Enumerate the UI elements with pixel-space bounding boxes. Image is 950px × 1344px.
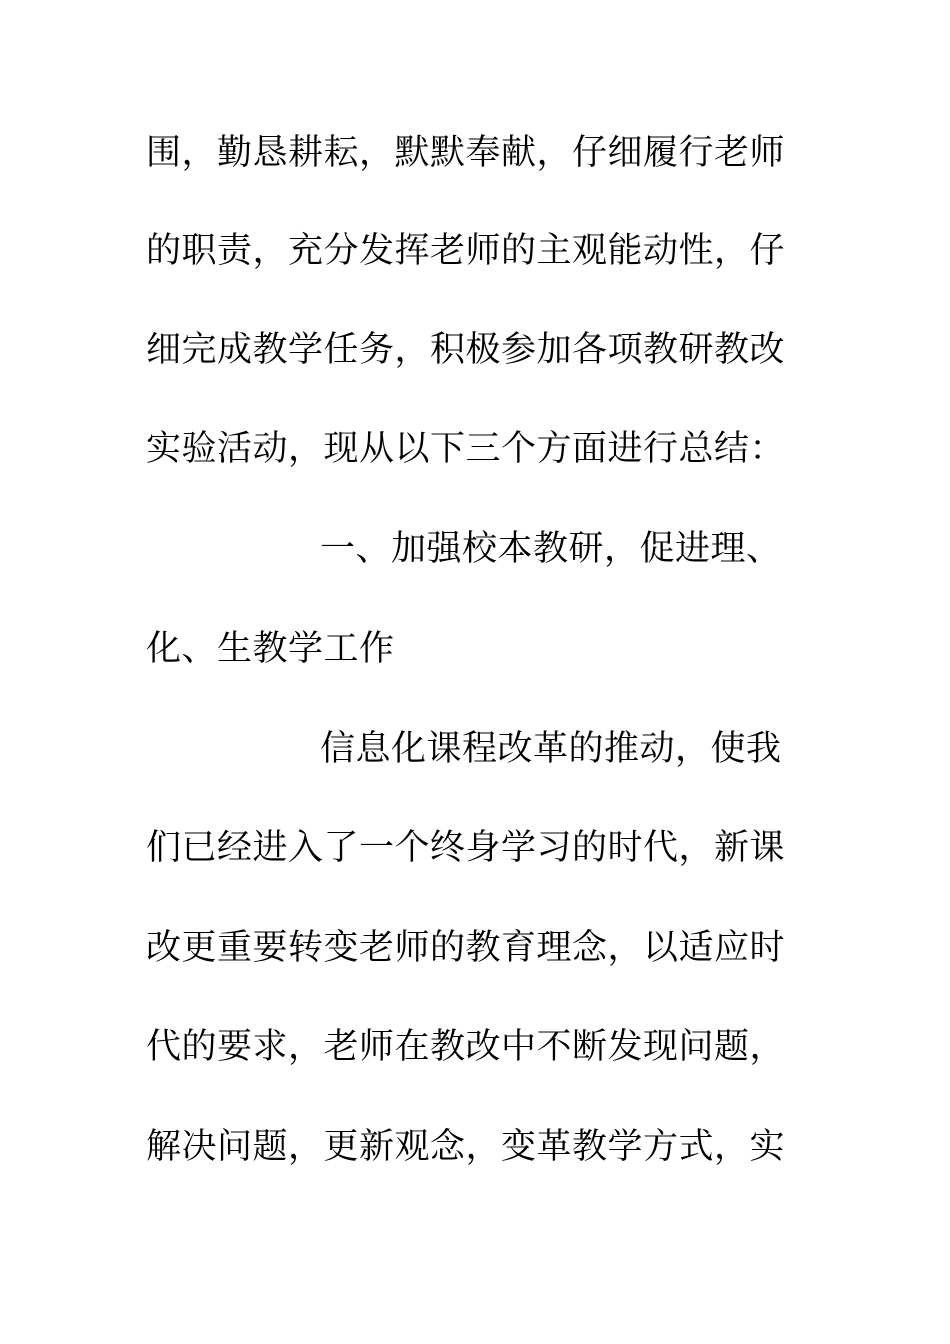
paragraph-line: 们已经进入了一个终身学习的时代，新课 [146,828,786,868]
paragraph-line: 的职责，充分发挥老师的主观能动性，仔 [146,231,786,271]
paragraph-line: 信息化课程改革的推动，使我 [320,729,782,769]
paragraph-line: 实验活动，现从以下三个方面进行总结： [146,429,786,469]
paragraph-line: 改更重要转变老师的教育理念，以适应时 [146,928,786,968]
paragraph-line: 代的要求，老师在教改中不断发现问题， [146,1027,786,1067]
paragraph-line: 细完成教学任务，积极参加各项教研教改 [146,330,786,370]
section-heading-line: 化、生教学工作 [146,629,395,669]
section-heading-line: 一、加强校本教研，促进理、 [320,529,782,569]
paragraph-line: 围，勤恳耕耘，默默奉献，仔细履行老师 [146,133,786,173]
paragraph-line: 解决问题，更新观念，变革教学方式，实 [146,1127,786,1167]
